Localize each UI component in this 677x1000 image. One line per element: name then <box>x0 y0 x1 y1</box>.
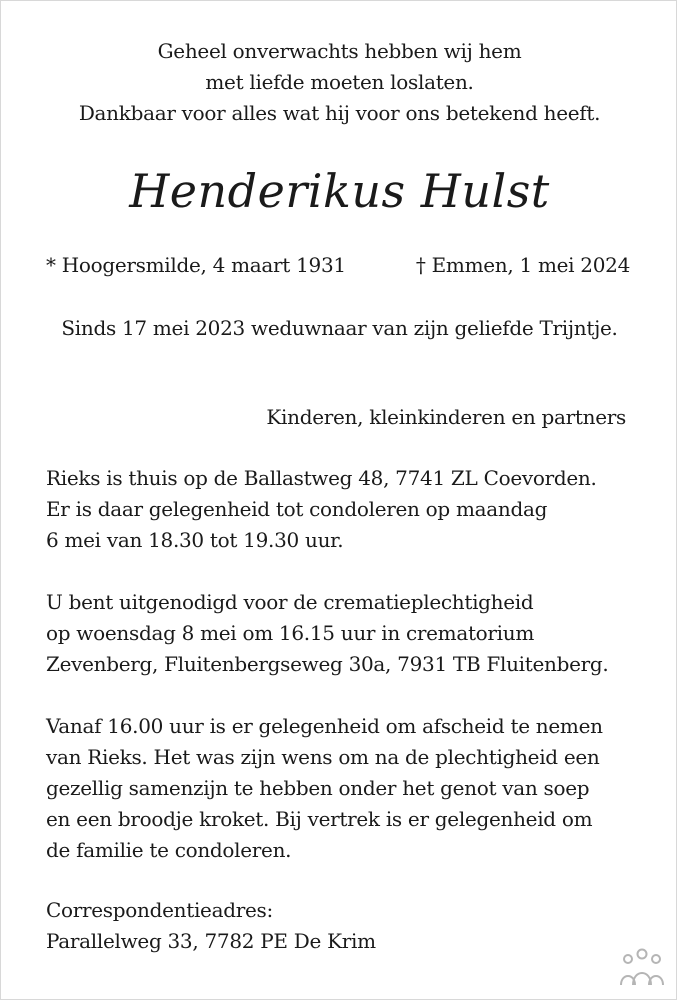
condolence-line-1: Rieks is thuis op de Ballastweg 48, 7741 ZL Coevorden. <box>46 466 597 490</box>
farewell-line-1: Vanaf 16.00 uur is er gelegenheid om afscheid te nemen <box>46 714 603 738</box>
condolence-line-2: Er is daar gelegenheid tot condoleren op maandag <box>46 497 548 521</box>
farewell-line-2: van Rieks. Het was zijn wens om na de plechtigheid een <box>46 745 600 769</box>
cremation-line-1: U bent uitgenodigd voor de crematieplechtigheid <box>46 590 534 614</box>
motto-line-3: Dankbaar voor alles wat hij voor ons betekend heeft. <box>78 101 601 125</box>
death-info: † Emmen, 1 mei 2024 <box>415 253 630 277</box>
motto-line-1: Geheel onverwachts hebben wij hem <box>157 39 522 63</box>
farewell-line-5: de familie te condoleren. <box>46 838 292 862</box>
cremation-line-3: Zevenberg, Fluitenbergseweg 30a, 7931 TB Fluitenberg. <box>46 652 609 676</box>
widower-line: Sinds 17 mei 2023 weduwnaar van zijn geliefde Trijntje. <box>61 316 618 340</box>
condolence-line-3: 6 mei van 18.30 tot 19.30 uur. <box>46 528 344 552</box>
signed-by: Kinderen, kleinkinderen en partners <box>266 405 626 429</box>
deceased-name: Henderikus Hulst <box>129 164 550 218</box>
correspondence-address: Parallelweg 33, 7782 PE De Krim <box>46 929 376 953</box>
correspondence-label: Correspondentieadres: <box>46 898 273 922</box>
farewell-line-3: gezellig samenzijn te hebben onder het genot van soep <box>46 776 590 800</box>
cremation-line-2: op woensdag 8 mei om 16.15 uur in crematorium <box>46 621 535 645</box>
motto-line-2: met liefde moeten loslaten. <box>205 70 474 94</box>
birth-info: * Hoogersmilde, 4 maart 1931 <box>46 253 346 277</box>
people-group-icon <box>618 945 666 989</box>
farewell-line-4: en een broodje kroket. Bij vertrek is er gelegenheid om <box>46 807 593 831</box>
